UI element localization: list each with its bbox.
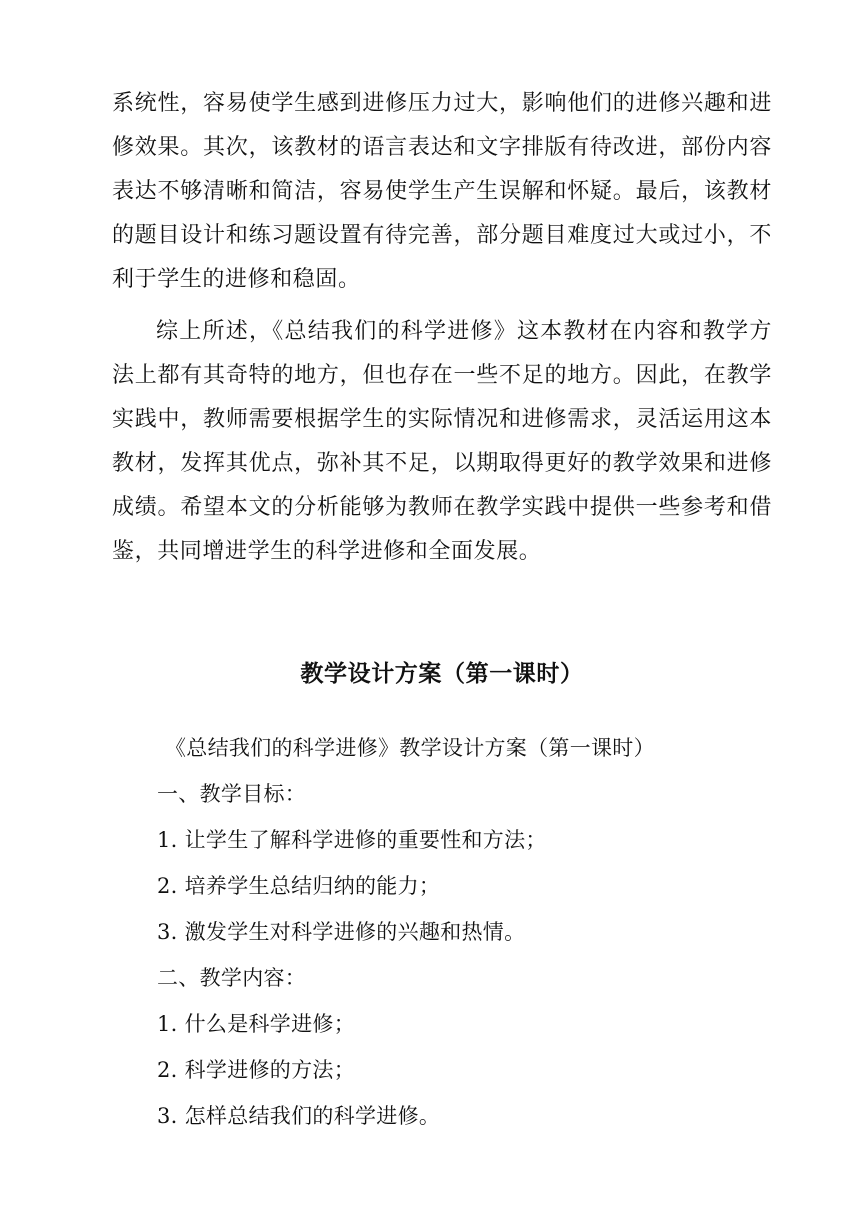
objective-item-2: 2. 培养学生总结归纳的能力； [157,874,441,898]
plan-title: 《总结我们的科学进修》教学设计方案（第一课时） [165,736,655,760]
objectives-heading: 一、教学目标： [157,782,307,806]
content-item-3: 3. 怎样总结我们的科学进修。 [157,1104,441,1128]
body-paragraph-1: 系统性，容易使学生感到进修压力过大，影响他们的进修兴趣和进修效果。其次，该教材的语言表达和文字排版有待改进，部份内容表达不够清晰和简洁，容易使学生产生误解和怀疑。最后，该教材的题目设计和练习题设置有待完善，部分题目难度过大或过小，不利于学生的进修和稳固。 [112,91,772,292]
content-heading: 二、教学内容： [157,966,307,990]
content-item-2: 2. 科学进修的方法； [157,1058,356,1082]
section-heading: 教学设计方案（第一课时） [300,660,584,687]
objective-item-1: 1. 让学生了解科学进修的重要性和方法； [157,828,547,852]
body-paragraph-2: 综上所述，《总结我们的科学进修》这本教材在内容和教学方法上都有其奇特的地方，但也存在一些不足的地方。因此，在教学实践中，教师需要根据学生的实际情况和进修需求，灵活运用这本教材，发挥其优点，弥补其不足，以期取得更好的教学效果和进修成绩。希望本文的分析能够为教师在教学实践中提供一些参考和借鉴，共同增进学生的科学进修和全面发展。 [112,319,772,564]
content-item-1: 1. 什么是科学进修； [157,1012,356,1036]
objective-item-3: 3. 激发学生对科学进修的兴趣和热情。 [157,920,526,944]
